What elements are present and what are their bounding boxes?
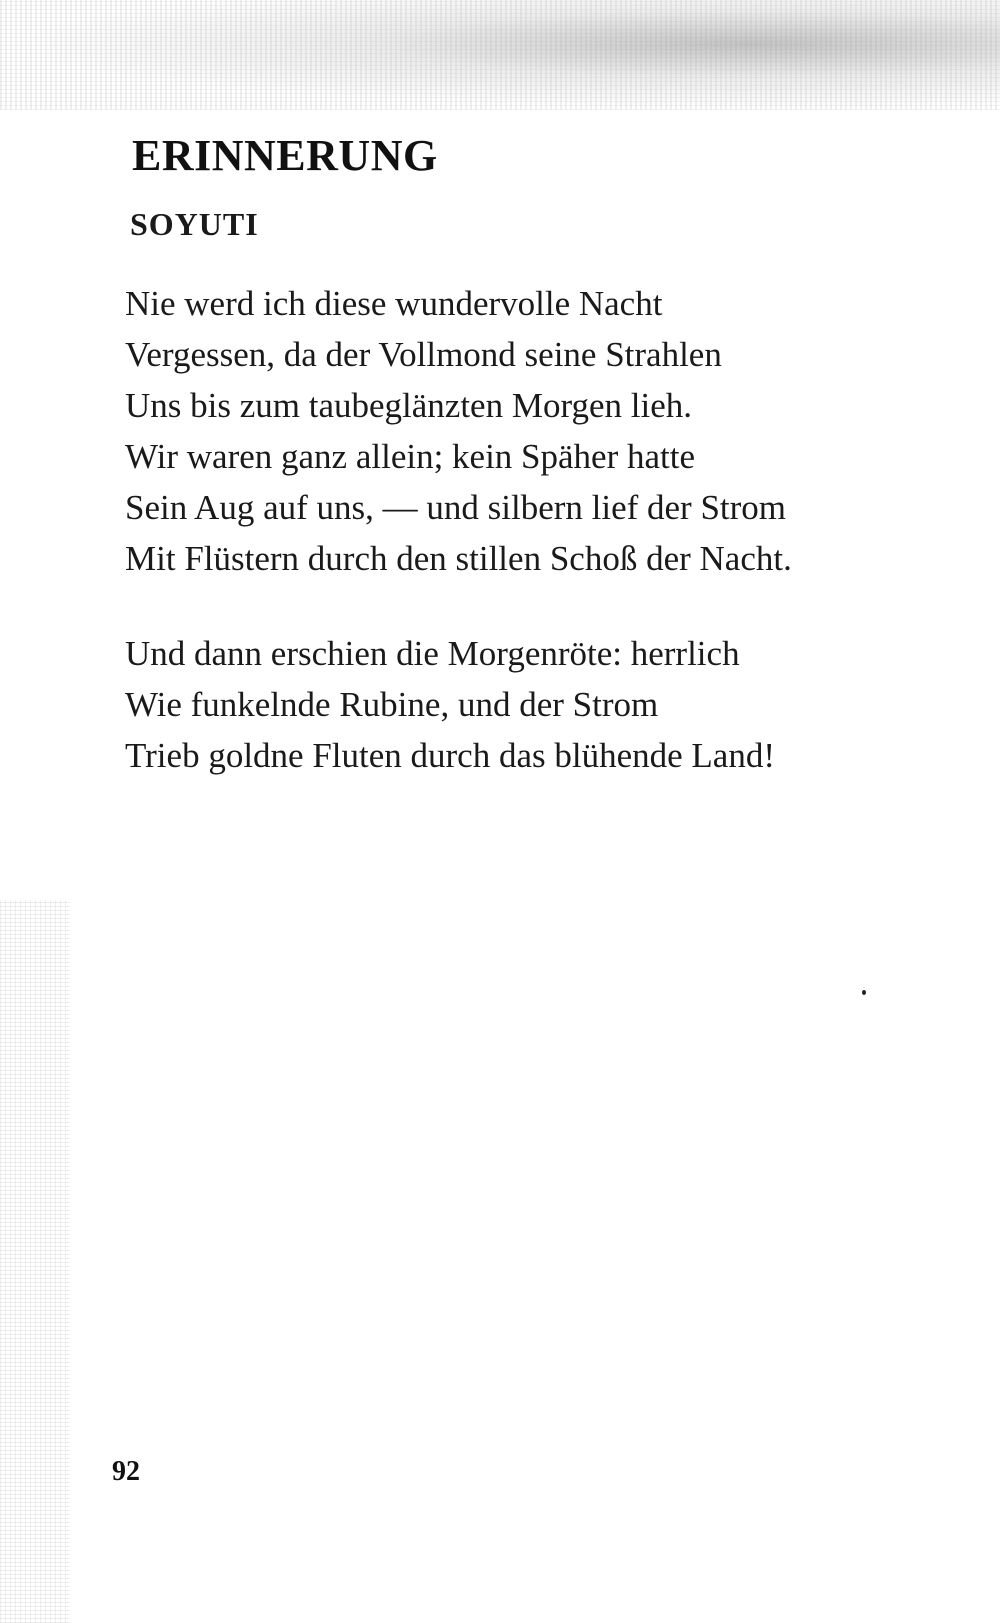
stanza-2	[125, 628, 775, 781]
poem-line: Uns bis zum taubeglänzten Morgen lieh.	[125, 386, 693, 425]
scan-noise-top	[0, 0, 1000, 110]
poem-author: SOYUTI	[130, 206, 259, 242]
poem-line: Vergessen, da der Vollmond seine Strahlen	[125, 335, 722, 374]
poem-line: Wir waren ganz allein; kein Späher hatte	[125, 437, 696, 476]
page-number: 92	[112, 1456, 140, 1487]
poem-line: Nie werd ich diese wundervolle Nacht	[125, 284, 663, 323]
scan-noise-left-edge	[0, 900, 70, 1623]
poem-line: Wie funkelnde Rubine, und der Strom	[125, 685, 659, 724]
poem-line: Und dann erschien die Morgenröte: herrlich	[125, 634, 740, 673]
poem-line: Trieb goldne Fluten durch das blühende Land!	[125, 736, 775, 775]
stanza-1	[125, 278, 792, 584]
poem-title: ERINNERUNG	[132, 131, 438, 180]
poem-line: Sein Aug auf uns, — und silbern lief der Strom	[125, 488, 787, 527]
ink-speck	[862, 990, 866, 995]
poem-line: Mit Flüstern durch den stillen Schoß der Nacht.	[125, 539, 792, 578]
